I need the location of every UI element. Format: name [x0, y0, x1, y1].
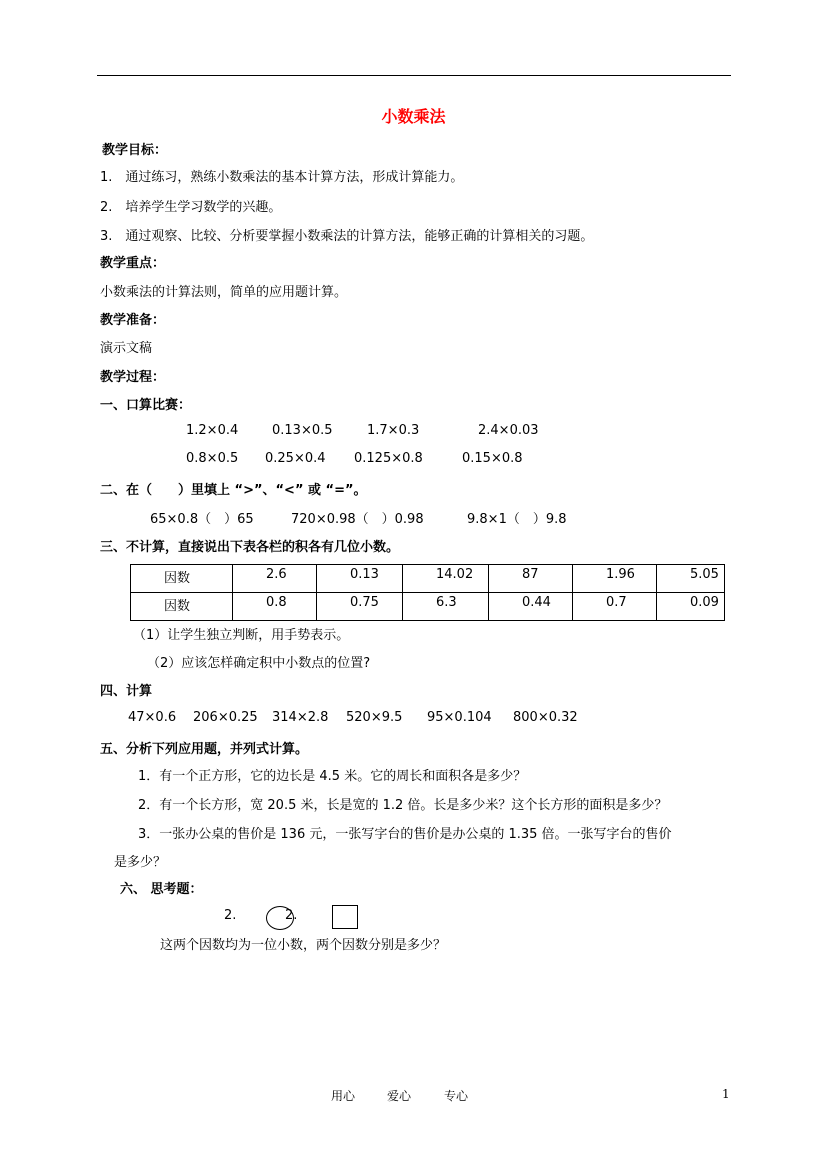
- expr-mid: 2.: [285, 908, 298, 923]
- calc-item-2: 206×0.25: [193, 710, 258, 725]
- section1-heading: 一、口算比赛：: [100, 398, 192, 413]
- calc-item-4: 520×9.5: [346, 710, 403, 725]
- table-cell: 87: [489, 565, 573, 593]
- oral-calc-7: 0.125×0.8: [354, 451, 423, 466]
- goal-item-3: 3. 通过观察、比较、分析要掌握小数乘法的计算方法，能够正确的计算相关的习题。: [100, 229, 594, 244]
- table-row: [131, 593, 725, 621]
- think-question: 这两个因数均为一位小数，两个因数分别是多少？: [160, 938, 447, 953]
- table-cell: 5.05: [657, 565, 725, 593]
- section3-heading: 三、不计算，直接说出下表各栏的积各有几位小数。: [100, 540, 400, 555]
- section5-heading: 五、分析下列应用题，并列式计算。: [100, 742, 309, 757]
- preparation-text: 演示文稿: [100, 341, 153, 356]
- compare-item-3: 9.8×1（ ）9.8: [467, 512, 567, 527]
- table-cell: 0.75: [317, 593, 403, 621]
- oral-calc-4: 2.4×0.03: [478, 423, 539, 438]
- table-cell: 0.8: [233, 593, 317, 621]
- goal-item-1: 1. 通过练习，熟练小数乘法的基本计算方法，形成计算能力。: [100, 170, 464, 185]
- footer-text-3: 专心: [444, 1089, 469, 1103]
- table-cell: 14.02: [403, 565, 489, 593]
- goals-heading: 教学目标：: [102, 143, 168, 158]
- word-problem-2: 2．有一个长方形，宽 20.5 米，长是宽的 1.2 倍。长是多少米？这个长方形的面积是多少？: [138, 798, 668, 813]
- footer-text-2: 爱心: [387, 1089, 412, 1103]
- table-note-2: （2）应该怎样确定积中小数点的位置?: [147, 656, 371, 671]
- section6-heading: 六、 思考题：: [120, 882, 203, 897]
- word-problem-3-line1: 3．一张办公桌的售价是 136 元，一张写字台的售价是办公桌的 1.35 倍。一张写字台的售价: [138, 827, 672, 842]
- table-cell: 因数: [131, 565, 233, 593]
- table-cell: 2.6: [233, 565, 317, 593]
- word-problem-1: 1．有一个正方形，它的边长是 4.5 米。它的周长和面积各是多少？: [138, 769, 527, 784]
- factors-table: [130, 564, 725, 621]
- calc-item-6: 800×0.32: [513, 710, 578, 725]
- footer-text-1: 用心: [331, 1089, 356, 1103]
- calc-item-3: 314×2.8: [272, 710, 329, 725]
- compare-item-1: 65×0.8（ ）65: [150, 512, 254, 527]
- page-title: 小数乘法: [381, 107, 446, 126]
- key-points-heading: 教学重点：: [100, 256, 166, 271]
- oral-calc-8: 0.15×0.8: [462, 451, 523, 466]
- section2-heading: 二、在（ ）里填上 “>”、“<” 或 “=”。: [100, 483, 367, 498]
- section4-heading: 四、计算: [100, 684, 153, 699]
- compare-item-2: 720×0.98（ ）0.98: [291, 512, 424, 527]
- header-rule: [97, 75, 731, 76]
- oral-calc-2: 0.13×0.5: [272, 423, 333, 438]
- oral-calc-3: 1.7×0.3: [367, 423, 420, 438]
- preparation-heading: 教学准备：: [100, 313, 166, 328]
- table-cell: 0.44: [489, 593, 573, 621]
- page-number: 1: [722, 1087, 730, 1101]
- key-points-text: 小数乘法的计算法则，简单的应用题计算。: [100, 285, 348, 300]
- calc-item-1: 47×0.6: [128, 710, 177, 725]
- oral-calc-1: 1.2×0.4: [186, 423, 239, 438]
- square-blank-shape: [332, 905, 358, 929]
- process-heading: 教学过程：: [100, 370, 166, 385]
- table-cell: 1.96: [573, 565, 657, 593]
- oral-calc-6: 0.25×0.4: [265, 451, 326, 466]
- oral-calc-5: 0.8×0.5: [186, 451, 239, 466]
- goal-item-2: 2. 培养学生学习数学的兴趣。: [100, 200, 282, 215]
- expr-left: 2.: [224, 908, 237, 923]
- table-cell: 因数: [131, 593, 233, 621]
- table-cell: 0.09: [657, 593, 725, 621]
- table-row: [131, 565, 725, 593]
- word-problem-3-line2: 是多少？: [114, 855, 167, 870]
- table-cell: 0.13: [317, 565, 403, 593]
- table-cell: 6.3: [403, 593, 489, 621]
- table-note-1: （1）让学生独立判断，用手势表示。: [133, 628, 350, 643]
- calc-item-5: 95×0.104: [427, 710, 492, 725]
- table-cell: 0.7: [573, 593, 657, 621]
